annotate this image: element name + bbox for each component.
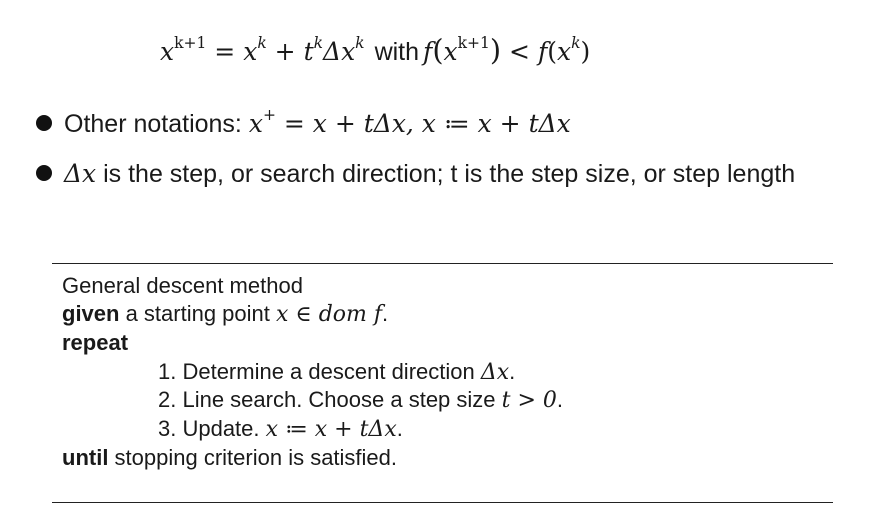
step-text: 1. Determine a descent direction <box>158 359 481 384</box>
given-end: . <box>382 301 389 326</box>
formula-paren: ) <box>489 33 502 67</box>
formula-x: x <box>160 37 175 66</box>
bullet-math-sup: + <box>262 105 276 124</box>
formula-paren: ) <box>580 37 591 66</box>
step-math: t > 0 <box>501 388 557 413</box>
keyword-until: until <box>62 445 109 470</box>
formula-dx: Δx <box>323 37 356 66</box>
update-formula <box>160 30 590 75</box>
bullet-dot-icon <box>36 115 52 131</box>
formula-x: x <box>443 37 458 66</box>
formula-sup: k <box>355 33 365 52</box>
formula-lt: < <box>501 37 538 66</box>
formula-sup: k <box>571 33 581 52</box>
algorithm-repeat-line <box>62 329 128 357</box>
formula-sup: k+1 <box>174 33 207 52</box>
formula-paren: ( <box>432 33 444 67</box>
algorithm-step-3 <box>158 415 403 444</box>
keyword-given: given <box>62 301 120 326</box>
bullet-text: is the step, or search direction; t is the step size, or step length <box>96 160 796 188</box>
step-end: . <box>509 359 516 384</box>
formula-paren: ( <box>547 37 557 66</box>
algorithm-given-line <box>62 300 388 329</box>
formula-t: t <box>303 37 314 66</box>
formula-sup: k+1 <box>457 33 490 52</box>
bullet-other-notations <box>36 105 571 143</box>
bullet-text: Other notations: <box>64 110 249 138</box>
formula-sup: k <box>257 33 267 52</box>
keyword-repeat: repeat <box>62 330 129 355</box>
given-text: a starting point <box>119 301 277 326</box>
given-math: x ∈ dom f <box>276 302 383 327</box>
formula-plus: + <box>266 37 304 66</box>
algorithm-step-2 <box>158 386 563 415</box>
bullet-math: x <box>248 109 263 138</box>
step-end: . <box>396 416 403 441</box>
formula-f: f <box>537 37 548 66</box>
formula-with: with <box>374 38 420 66</box>
bullet-math: = x + tΔx, x ≔ x + tΔx <box>275 109 571 138</box>
step-text: 2. Line search. Choose a step size <box>158 387 502 412</box>
until-text: stopping criterion is satisfied. <box>108 445 398 470</box>
formula-sup: k <box>313 33 324 52</box>
formula-f: f <box>423 37 433 66</box>
formula-eq: = <box>206 37 244 66</box>
algorithm-top-rule <box>52 263 833 264</box>
algorithm-until-line <box>62 444 397 472</box>
step-math: x ≔ x + tΔx <box>265 417 397 442</box>
formula-x: x <box>556 37 572 66</box>
step-end: . <box>556 387 564 412</box>
algorithm-bottom-rule <box>52 502 833 503</box>
step-text: 3. Update. <box>158 416 266 441</box>
algorithm-step-1 <box>158 358 515 387</box>
algorithm-title: General descent method <box>62 273 303 298</box>
formula-xk: x <box>243 37 258 66</box>
bullet-step-definition <box>36 158 795 190</box>
bullet-math: Δx <box>64 159 97 188</box>
step-math: Δx <box>480 360 510 385</box>
bullet-dot-icon <box>36 165 52 181</box>
